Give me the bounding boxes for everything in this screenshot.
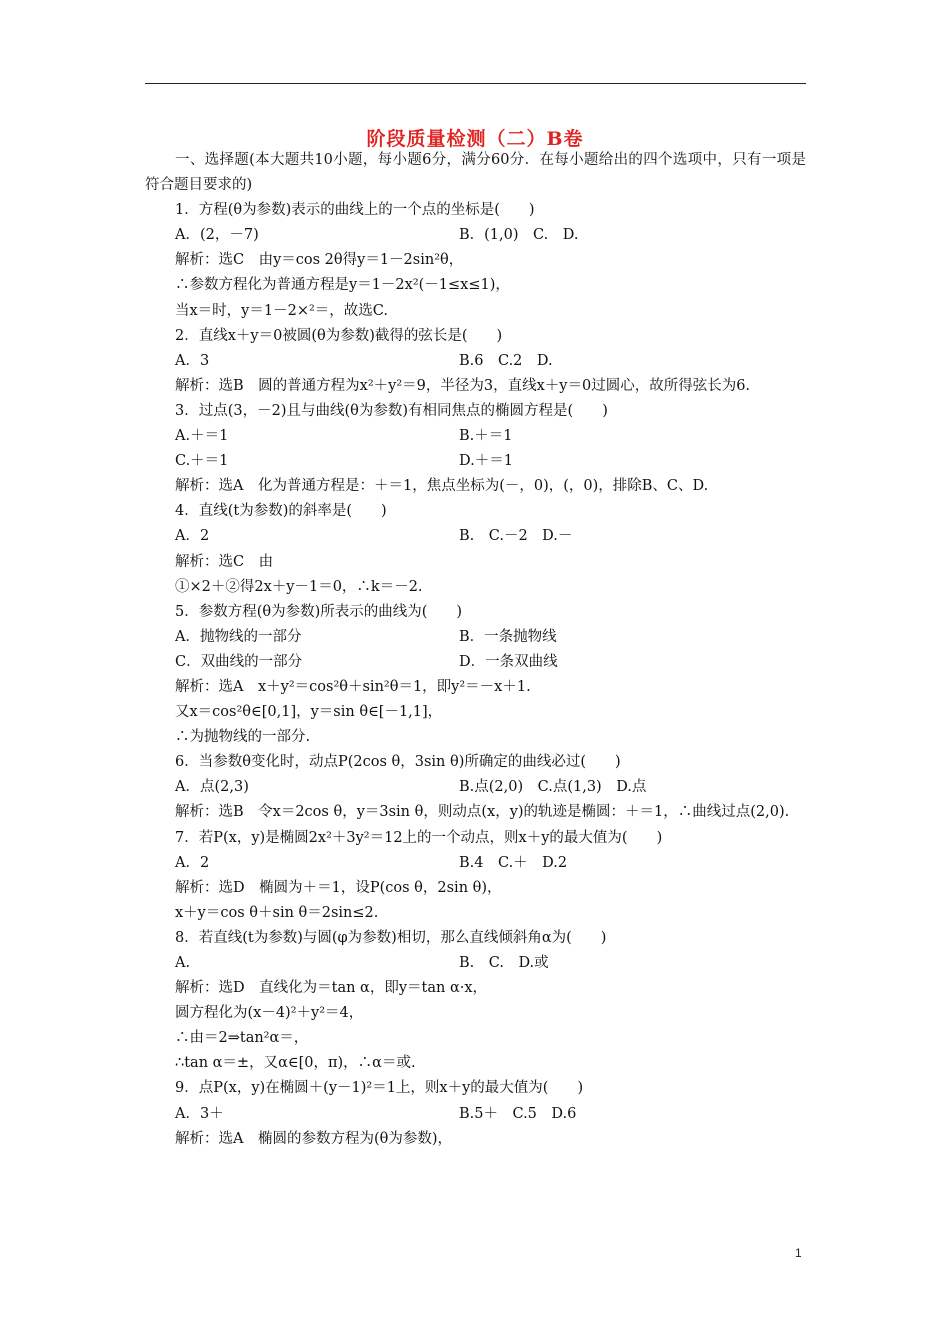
header-rule (145, 83, 806, 84)
text-line: x＋y＝cos θ＋sin θ＝2sin≤2. (175, 904, 379, 921)
text-line: 5．参数方程(θ为参数)所表示的曲线为( ) (175, 603, 463, 620)
option-row (175, 1102, 806, 1127)
text-line: 解析：选A 椭圆的参数方程为(θ为参数)， (175, 1130, 453, 1147)
option-left: A．点(2,3) (175, 779, 249, 796)
option-right: D．一条双曲线 (459, 653, 558, 670)
text-line: ∴由＝2⇒tan²α＝， (175, 1030, 309, 1047)
page-title: 阶段质量检测（二）B卷 (366, 128, 584, 150)
option-left: C．双曲线的一部分 (175, 653, 303, 670)
text-line: 圆方程化为(x－4)²＋y²＝4， (175, 1005, 364, 1022)
option-left: A. (175, 955, 191, 971)
text-line: ∴tan α＝±，又α∈[0，π)，∴α＝或. (175, 1055, 416, 1072)
option-row (175, 223, 806, 248)
option-left: C.＋＝1 (175, 453, 229, 470)
text-line: 当x＝时，y＝1－2×²＝，故选C. (175, 302, 388, 319)
text-line: 解析：选C 由 (175, 553, 274, 570)
text-line: 3．过点(3，－2)且与曲线(θ为参数)有相同焦点的椭圆方程是( ) (175, 402, 608, 419)
option-row (175, 449, 806, 474)
option-row (175, 775, 806, 800)
text-line: 解析：选B 圆的普通方程为x²＋y²＝9，半径为3，直线x＋y＝0过圆心，故所得弦长为6. (175, 377, 751, 394)
text-line: 1．方程(θ为参数)表示的曲线上的一个点的坐标是( ) (175, 202, 535, 219)
option-right: B. C.－2 D.－ (459, 528, 573, 545)
option-right: B．一条抛物线 (459, 628, 557, 645)
option-row (175, 951, 806, 976)
option-right: B.＋＝1 (459, 428, 513, 445)
text-line: 解析：选C 由y＝cos 2θ得y＝1－2sin²θ， (175, 252, 464, 269)
option-right: B.6 C.2 D. (459, 352, 553, 369)
text-line: ∴为抛物线的一部分. (175, 729, 311, 746)
option-left: A．3 (175, 352, 210, 369)
option-left: A．(2，－7) (175, 227, 259, 244)
option-row (175, 625, 806, 650)
option-left: A．2 (175, 528, 210, 545)
text-line: 解析：选A 化为普通方程是：＋＝1，焦点坐标为(－，0)，(，0)，排除B、C、D. (175, 478, 709, 495)
document-body (145, 148, 806, 1152)
option-row (175, 650, 806, 675)
option-row (175, 349, 806, 374)
text-line: ∴参数方程化为普通方程是y＝1－2x²(－1≤x≤1)， (175, 277, 510, 294)
option-right: D.＋＝1 (459, 453, 513, 470)
text-line: 解析：选D 直线化为＝tan α，即y＝tan α·x， (175, 980, 488, 997)
option-right: B.点(2,0) C.点(1,3) D.点 (459, 779, 647, 796)
option-right: B.5＋ C.5 D.6 (459, 1105, 577, 1122)
text-line: ①×2＋②得2x＋y－1＝0，∴k＝－2. (175, 578, 423, 595)
text-line: 又x＝cos²θ∈[0,1]，y＝sin θ∈[－1,1]， (175, 704, 443, 721)
option-right: B．(1,0) C. D. (459, 227, 579, 244)
text-line: 8．若直线(t为参数)与圆(φ为参数)相切，那么直线倾斜角α为( ) (175, 929, 607, 946)
option-right: B. C. D.或 (459, 955, 549, 971)
text-line: 9．点P(x，y)在椭圆＋(y－1)²＝1上，则x＋y的最大值为( ) (175, 1080, 584, 1097)
option-left: A．3＋ (175, 1105, 224, 1122)
option-row (175, 851, 806, 876)
text-line: 4．直线(t为参数)的斜率是( ) (175, 503, 387, 520)
option-left: A．2 (175, 854, 210, 871)
text-line: 2．直线x＋y＝0被圆(θ为参数)截得的弦长是( ) (175, 327, 503, 344)
text-line: 解析：选A x＋y²＝cos²θ＋sin²θ＝1，即y²＝－x＋1. (175, 678, 531, 695)
text-line: 6．当参数θ变化时，动点P(2cos θ，3sin θ)所确定的曲线必过( ) (175, 754, 621, 771)
option-row (175, 524, 806, 549)
text-line: 解析：选B 令x＝2cos θ，y＝3sin θ，则动点(x，y)的轨迹是椭圆：＋＝1，∴曲线过点(2,0). (175, 804, 790, 821)
option-left: A.＋＝1 (175, 428, 229, 445)
option-left: A．抛物线的一部分 (175, 628, 302, 645)
option-row (175, 424, 806, 449)
text-line: 7．若P(x，y)是椭圆2x²＋3y²＝12上的一个动点，则x＋y的最大值为( ) (175, 829, 663, 846)
text-line: 一、选择题(本大题共10小题，每小题6分，满分60分．在每小题给出的四个选项中，只有一项是符合题目要求的) (145, 152, 806, 194)
option-right: B.4 C.＋ D.2 (459, 854, 568, 871)
page-number: 1 (795, 1246, 802, 1260)
text-line: 解析：选D 椭圆为＋＝1，设P(cos θ，2sin θ)， (175, 879, 502, 896)
